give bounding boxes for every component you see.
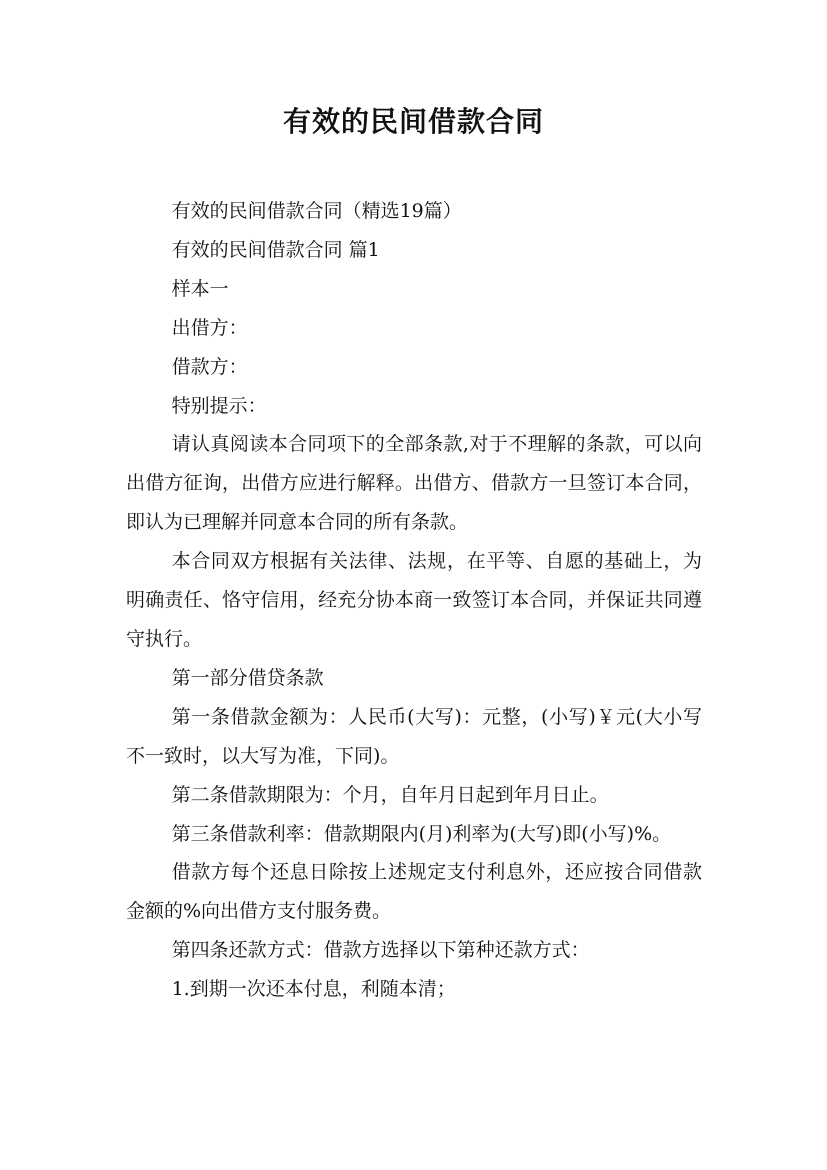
repayment-option-one-paragraph: 1.到期一次还本付息，利随本清； (171, 978, 456, 1001)
part-one-heading-paragraph: 第一部分借贷条款 (171, 666, 324, 689)
article-four-paragraph: 第四条还款方式：借款方选择以下第种还款方式： (171, 939, 590, 962)
special-notice-paragraph: 请认真阅读本合同项下的全部条款,对于不理解的条款，可以向出借方征询，出借方应进行解释。出借方、借款方一旦签订本合同，即认为已理解并同意本合同的所有条款。 (126, 433, 702, 534)
borrower-field-paragraph: 借款方： (171, 355, 248, 378)
lender-field-paragraph: 出借方： (171, 316, 248, 339)
article-one-paragraph: 第一条借款金额为：人民币(大写)：元整，(小写)￥元(大小写不一致时，以大写为准，下同)。 (126, 705, 702, 767)
document-body (126, 192, 702, 1009)
contract-basis-paragraph: 本合同双方根据有关法律、法规，在平等、自愿的基础上，为明确责任、恪守信用，经充分协本商一致签订本合同，并保证共同遵守执行。 (126, 550, 702, 650)
section-heading-paragraph: 有效的民间借款合同 篇1 (171, 238, 380, 261)
service-fee-paragraph: 借款方每个还息日除按上述规定支付利息外，还应按合同借款金额的%向出借方支付服务费。 (126, 861, 702, 923)
special-notice-label-paragraph: 特别提示： (171, 394, 267, 417)
document-title: 有效的民间借款合同 (282, 105, 544, 138)
article-three-paragraph: 第三条借款利率：借款期限内(月)利率为(大写)即(小写)%。 (171, 822, 672, 845)
sample-label-paragraph: 样本一 (171, 277, 229, 300)
subtitle-paragraph: 有效的民间借款合同（精选19篇） (171, 200, 462, 222)
article-two-paragraph: 第二条借款期限为：个月，自年月日起到年月日止。 (171, 783, 609, 806)
